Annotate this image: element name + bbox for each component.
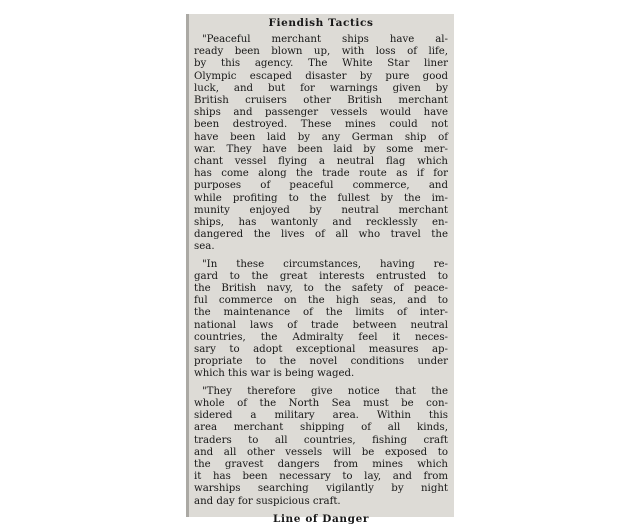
article-paragraph <box>194 386 448 508</box>
text-line: ful commerce on the high seas, and to <box>194 295 448 307</box>
text-line: have been laid by any German ship of <box>194 131 448 143</box>
article-paragraph <box>194 34 448 254</box>
text-line: and day for suspicious craft. <box>194 495 341 507</box>
text-line: countries, the Admiralty feel it neces- <box>194 331 448 343</box>
text-line: luck, and but for warnings given by <box>194 82 448 94</box>
text-line: the gravest dangers from mines which <box>194 458 448 470</box>
text-line: the maintenance of the limits of inter- <box>194 307 448 319</box>
text-line: Olympic escaped disaster by pure good <box>194 70 448 82</box>
text-line: and all other vessels will be exposed to <box>194 446 448 458</box>
text-line: "They therefore give notice that the <box>202 385 448 397</box>
text-line: has come along the trade route as if for <box>194 168 448 180</box>
text-line: munity enjoyed by neutral merchant <box>194 204 448 216</box>
next-section-headline: Line of Danger <box>272 512 369 525</box>
text-line: ready been blown up, with loss of life, <box>194 46 448 58</box>
text-line: sidered a military area. Within this <box>194 410 448 422</box>
text-line: while profiting to the fullest by the im- <box>194 192 448 204</box>
text-line: warships searching vigilantly by night <box>194 483 448 495</box>
text-line: chant vessel flying a neutral flag which <box>194 156 448 168</box>
text-line: purposes of peaceful commerce, and <box>194 180 448 192</box>
text-line: British cruisers other British merchant <box>194 95 448 107</box>
article-headline: Fiendish Tactics <box>268 17 374 29</box>
text-line: it has been necessary to lay, and from <box>194 471 448 483</box>
newspaper-clipping <box>186 14 454 525</box>
text-line: the British navy, to the safety of peace- <box>194 283 448 295</box>
text-line: propriate to the novel conditions under <box>194 356 448 368</box>
text-line: dangered the lives of all who travel the <box>194 229 448 241</box>
article-paragraph <box>194 259 448 381</box>
text-line: whole of the North Sea must be con- <box>194 397 448 409</box>
text-line: area merchant shipping of all kinds, <box>194 422 448 434</box>
text-line: ships and passenger vessels would have <box>194 107 448 119</box>
text-line: which this war is being waged. <box>194 368 355 380</box>
text-line: by this agency. The White Star liner <box>194 58 448 70</box>
text-line: war. They have been laid by some mer- <box>194 143 448 155</box>
text-line: gard to the great interests entrusted to <box>194 270 448 282</box>
text-line: traders to all countries, fishing craft <box>194 434 448 446</box>
text-line: "In these circumstances, having re- <box>202 258 448 270</box>
text-line: "Peaceful merchant ships have al- <box>202 34 448 45</box>
text-line: sary to adopt exceptional measures ap- <box>194 344 448 356</box>
text-line: national laws of trade between neutral <box>194 319 448 331</box>
text-line: ships, has wantonly and recklessly en- <box>194 217 448 229</box>
text-line: been destroyed. These mines could not <box>194 119 448 131</box>
article-body <box>194 34 448 508</box>
text-line: sea. <box>194 241 215 253</box>
